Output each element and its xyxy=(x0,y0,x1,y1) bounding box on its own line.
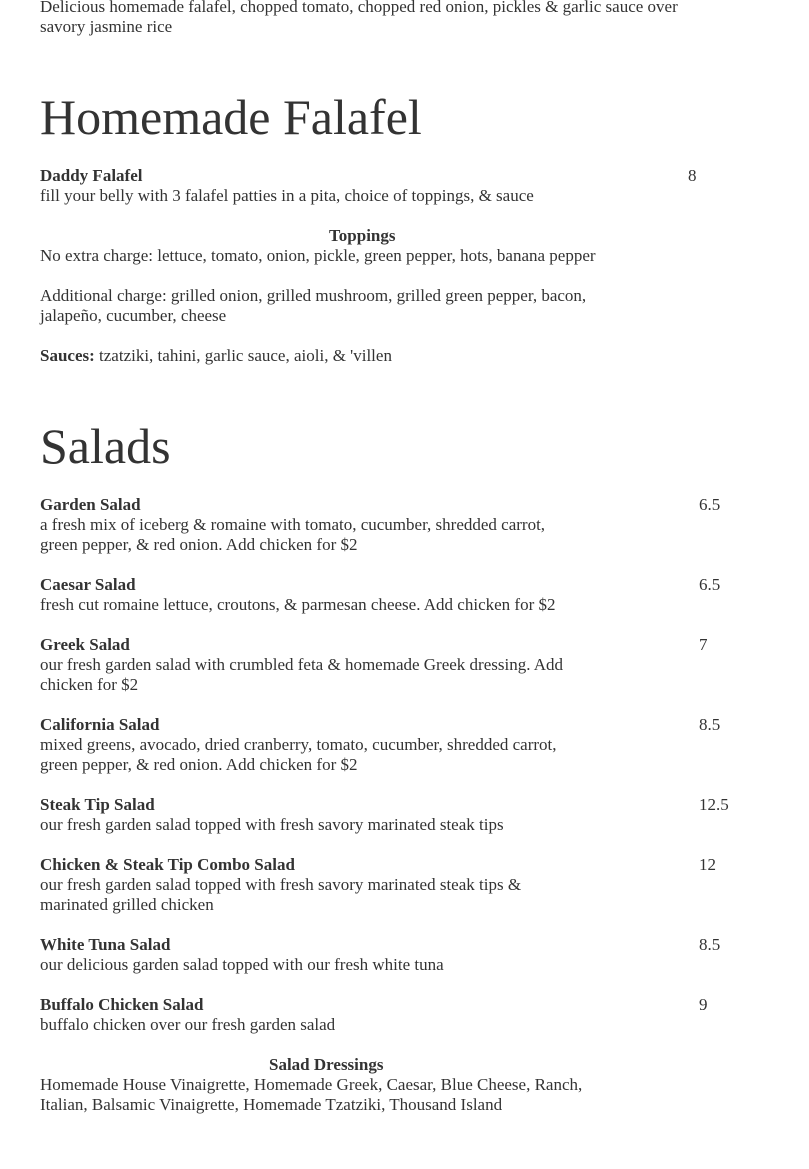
sauces-label: Sauces: xyxy=(40,346,95,365)
item-price: 8 xyxy=(688,166,697,185)
dressings-heading: Salad Dressings xyxy=(269,1055,384,1074)
menu-item-salad xyxy=(40,635,740,695)
item-name: Daddy Falafel xyxy=(40,166,143,185)
menu-item-salad xyxy=(40,495,740,555)
item-price: 12 xyxy=(699,855,716,874)
item-description: a fresh mix of iceberg & romaine with tomato, cucumber, shredded carrot, xyxy=(40,515,546,534)
item-description-cont: green pepper, & red onion. Add chicken for $2 xyxy=(40,535,358,554)
sauces-text: tzatziki, tahini, garlic sauce, aioli, & 'villen xyxy=(94,346,392,365)
item-name: Chicken & Steak Tip Combo Salad xyxy=(40,855,295,874)
item-description: our fresh garden salad topped with fresh savory marinated steak tips xyxy=(40,815,504,834)
menu-item-salad xyxy=(40,855,740,915)
toppings-no-extra: No extra charge: lettuce, tomato, onion, pickle, green pepper, hots, banana pepper xyxy=(40,246,596,265)
item-price: 6.5 xyxy=(699,575,721,594)
item-description: mixed greens, avocado, dried cranberry, tomato, cucumber, shredded carrot, xyxy=(40,735,557,754)
section-title-salads: Salads xyxy=(40,418,171,474)
toppings-additional-line2: jalapeño, cucumber, cheese xyxy=(40,306,227,325)
item-price: 8.5 xyxy=(699,715,721,734)
item-price: 8.5 xyxy=(699,935,721,954)
item-name: Greek Salad xyxy=(40,635,130,654)
item-price: 9 xyxy=(699,995,708,1014)
item-description-cont: chicken for $2 xyxy=(40,675,139,694)
item-description: our fresh garden salad topped with fresh savory marinated steak tips & xyxy=(40,875,522,894)
item-description: buffalo chicken over our fresh garden salad xyxy=(40,1015,336,1034)
sauces-line xyxy=(40,346,392,366)
item-name: California Salad xyxy=(40,715,160,734)
menu-item-salad xyxy=(40,795,740,835)
item-name: Garden Salad xyxy=(40,495,141,514)
item-price: 6.5 xyxy=(699,495,721,514)
item-description-cont: marinated grilled chicken xyxy=(40,895,214,914)
menu-item-salad xyxy=(40,995,740,1035)
item-price: 7 xyxy=(699,635,708,654)
item-description: our delicious garden salad topped with our fresh white tuna xyxy=(40,955,444,974)
dressings-line2: Italian, Balsamic Vinaigrette, Homemade Tzatziki, Thousand Island xyxy=(40,1095,503,1114)
menu-item-salad xyxy=(40,575,740,615)
item-description: our fresh garden salad with crumbled feta & homemade Greek dressing. Add xyxy=(40,655,564,674)
item-description: fill your belly with 3 falafel patties in a pita, choice of toppings, & sauce xyxy=(40,186,534,205)
menu-item-daddy-falafel xyxy=(40,166,740,206)
falafel-rice-description: Delicious homemade falafel, chopped tomato, chopped red onion, pickles & garlic sauce over savory jasmine rice xyxy=(40,0,678,36)
section-title-falafel: Homemade Falafel xyxy=(40,89,422,145)
item-description-cont: green pepper, & red onion. Add chicken for $2 xyxy=(40,755,358,774)
item-description: fresh cut romaine lettuce, croutons, & parmesan cheese. Add chicken for $2 xyxy=(40,595,556,614)
item-name: Steak Tip Salad xyxy=(40,795,155,814)
item-name: Caesar Salad xyxy=(40,575,136,594)
menu-item-salad xyxy=(40,935,740,975)
menu-item-salad xyxy=(40,715,740,775)
item-name: White Tuna Salad xyxy=(40,935,171,954)
toppings-heading: Toppings xyxy=(329,226,396,245)
item-name: Buffalo Chicken Salad xyxy=(40,995,204,1014)
dressings-line1: Homemade House Vinaigrette, Homemade Greek, Caesar, Blue Cheese, Ranch, xyxy=(40,1075,583,1094)
item-price: 12.5 xyxy=(699,795,729,814)
toppings-additional-line1: Additional charge: grilled onion, grilled mushroom, grilled green pepper, bacon, xyxy=(40,286,587,305)
